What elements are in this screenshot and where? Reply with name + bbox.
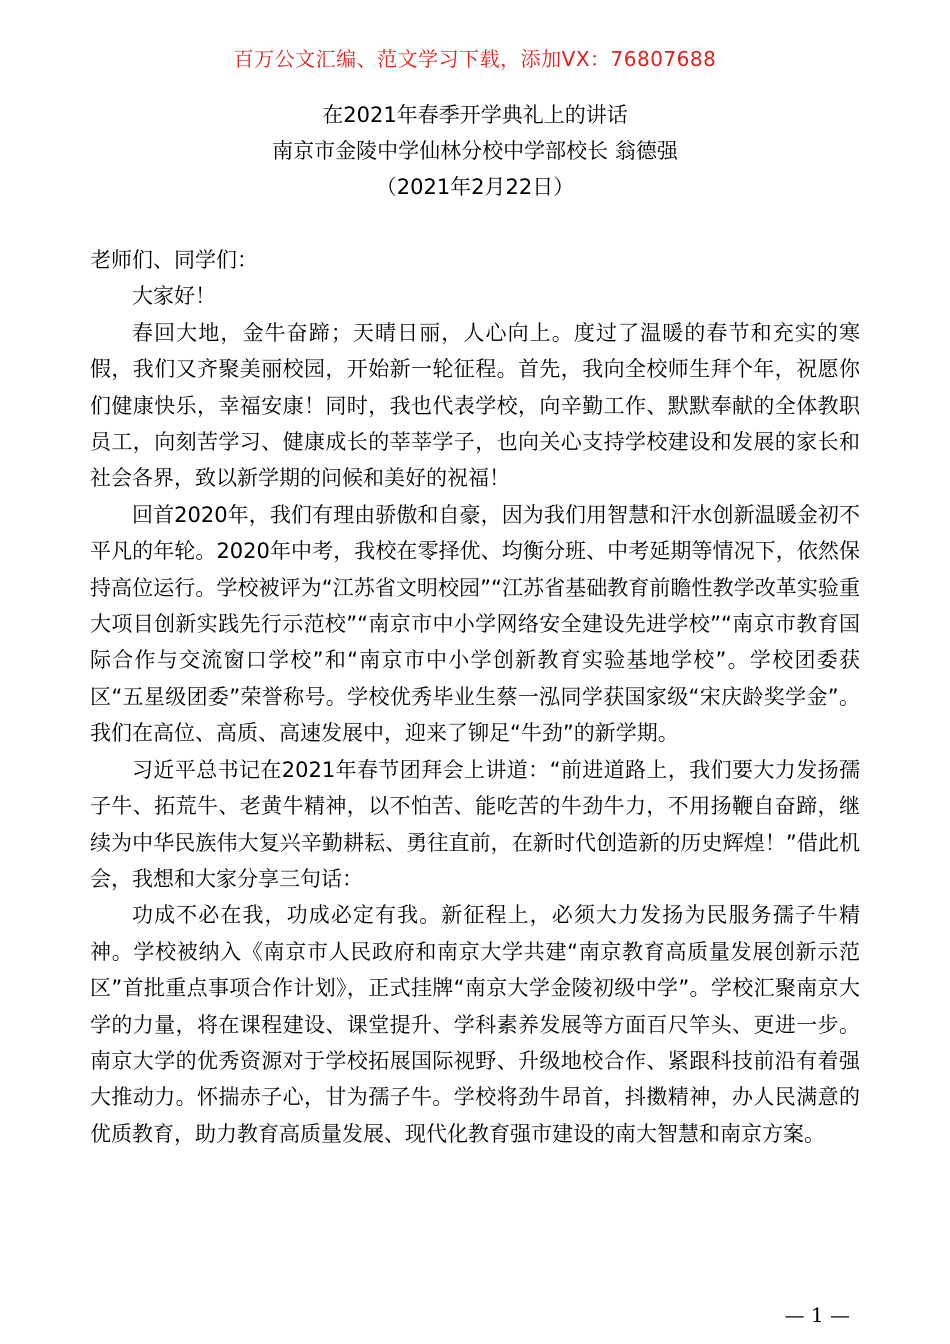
speech-body [90, 242, 860, 1152]
paragraph-quote: 习近平总书记在2021年春节团拜会上讲道：“前进道路上，我们要大力发扬孺子牛、拓荒牛、老黄牛精神，以不怕苦、能吃苦的牛劲牛力，不用扬鞭自奋蹄，继续为中华民族伟大复兴辛勤耕耘、勇往直前，在新时代创造新的历史辉煌！”借此机会，我想和大家分享三句话： [90, 757, 860, 891]
page-number: — 1 — [784, 1303, 850, 1327]
speaker-line: 南京市金陵中学仙林分校中学部校长 翁德强 [272, 139, 678, 163]
paragraph-new-year: 春回大地，金牛奋蹄；天晴日丽，人心向上。度过了温暖的春节和充实的寒假，我们又齐聚美丽校园，开始新一轮征程。首先，我向全校师生拜个年，祝愿你们健康快乐，幸福安康！同时，我也代表学校，向辛勤工作、默默奉献的全体教职员工，向刻苦学习、健康成长的莘莘学子，也向关心支持学校建设和发展的家长和社会各界，致以新学期的问候和美好的祝福！ [90, 320, 860, 491]
promo-banner: 百万公文汇编、范文学习下载，添加VX：76807688 [233, 47, 717, 71]
title-block [0, 97, 950, 205]
speech-date: （2021年2月22日） [375, 175, 575, 199]
paragraph-greeting: 大家好！ [132, 284, 216, 309]
speech-title: 在2021年春季开学典礼上的讲话 [322, 103, 628, 127]
paragraph-first-point: 功成不必在我，功成必定有我。新征程上，必须大力发扬为民服务孺子牛精神。学校被纳入《南京市人民政府和南京大学共建“南京教育高质量发展创新示范区”首批重点事项合作计划》，正式挂牌“南京大学金陵初级中学”。学校汇聚南京大学的力量，将在课程建设、课堂提升、学科素养发展等方面百尺竿头、更进一步。南京大学的优秀资源对于学校拓展国际视野、升级地校合作、紧跟科技前沿有着强大推动力。怀揣赤子心，甘为孺子牛。学校将劲牛昂首，抖擞精神，办人民满意的优质教育，助力教育高质量发展、现代化教育强市建设的南大智慧和南京方案。 [90, 903, 860, 1146]
paragraph-review-2020: 回首2020年，我们有理由骄傲和自豪，因为我们用智慧和汗水创新温暖金初不平凡的年轮。2020年中考，我校在零择优、均衡分班、中考延期等情况下，依然保持高位运行。学校被评为“江苏省文明校园”“江苏省基础教育前瞻性教学改革实验重大项目创新实践先行示范校”“南京市中小学网络安全建设先进学校”“南京市教育国际合作与交流窗口学校”和“南京市中小学创新教育实验基地学校”。学校团委获区“五星级团委”荣誉称号。学校优秀毕业生蔡一泓同学获国家级“宋庆龄奖学金”。我们在高位、高质、高速发展中，迎来了铆足“牛劲”的新学期。 [90, 502, 860, 746]
salutation: 老师们、同学们： [90, 248, 258, 272]
